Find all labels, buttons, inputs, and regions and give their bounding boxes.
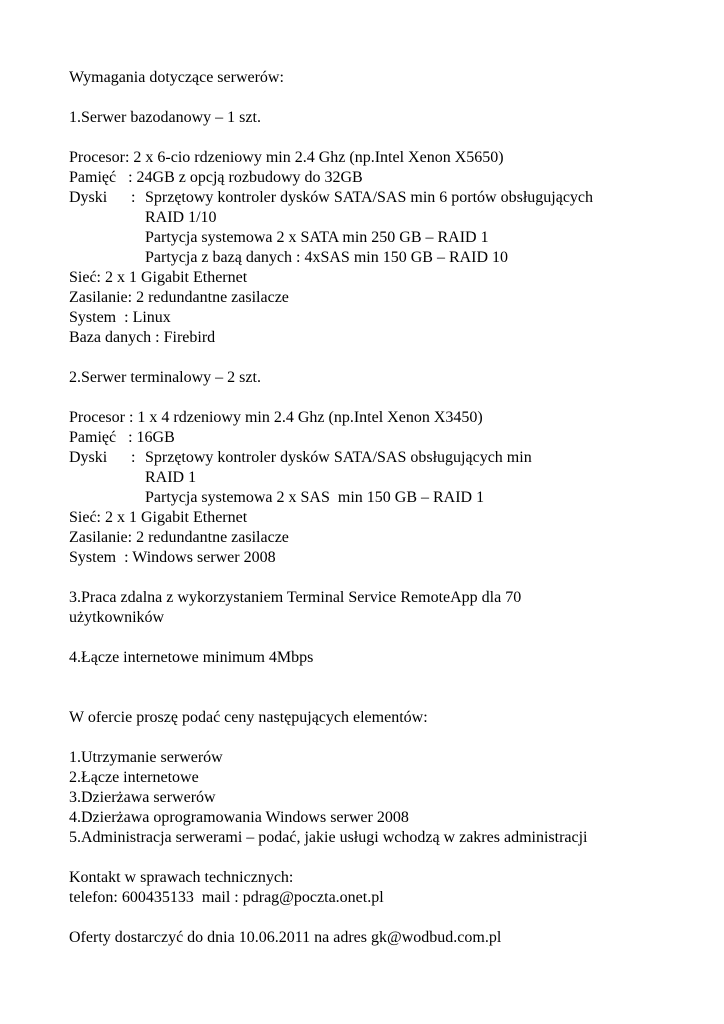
section1-siec: Sieć: 2 x 1 Gigabit Ethernet (69, 269, 248, 286)
section1-dyski-line3: Partycja systemowa 2 x SATA min 250 GB – RAID 1 (145, 229, 489, 246)
offer-item-4: 4.Dzierżawa oprogramowania Windows serwer 2008 (69, 809, 409, 826)
document-title: Wymagania dotyczące serwerów: (69, 69, 284, 86)
offer-item-1: 1.Utrzymanie serwerów (69, 749, 223, 766)
section2-dyski-row (69, 448, 709, 468)
spacer (69, 728, 709, 748)
section2-dyski-sep: : (131, 449, 136, 466)
document-page (69, 68, 709, 948)
contact-heading: Kontakt w sprawach technicznych: (69, 869, 294, 886)
spacer (69, 848, 709, 868)
spacer (69, 688, 709, 708)
section1-procesor: Procesor: 2 x 6-cio rdzeniowy min 2.4 Ghz (np.Intel Xenon X5650) (69, 149, 504, 166)
section1-dyski-line1: Sprzętowy kontroler dysków SATA/SAS min 6 portów obsługujących (145, 189, 594, 206)
section2-heading: 2.Serwer terminalowy – 2 szt. (69, 369, 261, 386)
spacer (69, 88, 709, 108)
contact-details: telefon: 600435133 mail : pdrag@poczta.onet.pl (69, 889, 384, 906)
spacer (69, 128, 709, 148)
section1-zasilanie: Zasilanie: 2 redundantne zasilacze (69, 289, 289, 306)
section2-dyski-label: Dyski (69, 449, 108, 466)
spacer (69, 668, 709, 688)
spacer (69, 908, 709, 928)
section2-siec: Sieć: 2 x 1 Gigabit Ethernet (69, 509, 248, 526)
section2-zasilanie: Zasilanie: 2 redundantne zasilacze (69, 529, 289, 546)
offer-intro: W ofercie proszę podać ceny następujących elementów: (69, 709, 428, 726)
offer-item-5: 5.Administracja serwerami – podać, jakie usługi wchodzą w zakres administracji (69, 829, 588, 846)
section1-dyski-label: Dyski (69, 189, 108, 206)
spacer (69, 348, 709, 368)
footer-deadline: Oferty dostarczyć do dnia 10.06.2011 na adres gk@wodbud.com.pl (69, 929, 502, 946)
section1-dyski-line2: RAID 1/10 (145, 209, 217, 226)
spacer (69, 388, 709, 408)
section1-dyski-row (69, 188, 709, 208)
section2-system: System : Windows serwer 2008 (69, 549, 276, 566)
section4-line1: 4.Łącze internetowe minimum 4Mbps (69, 649, 314, 666)
section2-pamiec: Pamięć : 16GB (69, 429, 175, 446)
section1-baza: Baza danych : Firebird (69, 329, 216, 346)
section2-procesor: Procesor : 1 x 4 rdzeniowy min 2.4 Ghz (np.Intel Xenon X3450) (69, 409, 483, 426)
spacer (69, 628, 709, 648)
offer-item-2: 2.Łącze internetowe (69, 769, 199, 786)
section1-system: System : Linux (69, 309, 171, 326)
section3-line1: 3.Praca zdalna z wykorzystaniem Terminal Service RemoteApp dla 70 (69, 589, 522, 606)
section2-dyski-line3: Partycja systemowa 2 x SAS min 150 GB – RAID 1 (145, 489, 485, 506)
section1-heading: 1.Serwer bazodanowy – 1 szt. (69, 109, 261, 126)
section3-line2: użytkowników (69, 609, 165, 626)
section1-pamiec: Pamięć : 24GB z opcją rozbudowy do 32GB (69, 169, 363, 186)
section2-dyski-line2: RAID 1 (145, 469, 197, 486)
spacer (69, 568, 709, 588)
section1-dyski-line4: Partycja z bazą danych : 4xSAS min 150 GB – RAID 10 (145, 249, 509, 266)
section1-dyski-sep: : (131, 189, 136, 206)
offer-item-3: 3.Dzierżawa serwerów (69, 789, 216, 806)
section2-dyski-line1: Sprzętowy kontroler dysków SATA/SAS obsługujących min (145, 449, 532, 466)
